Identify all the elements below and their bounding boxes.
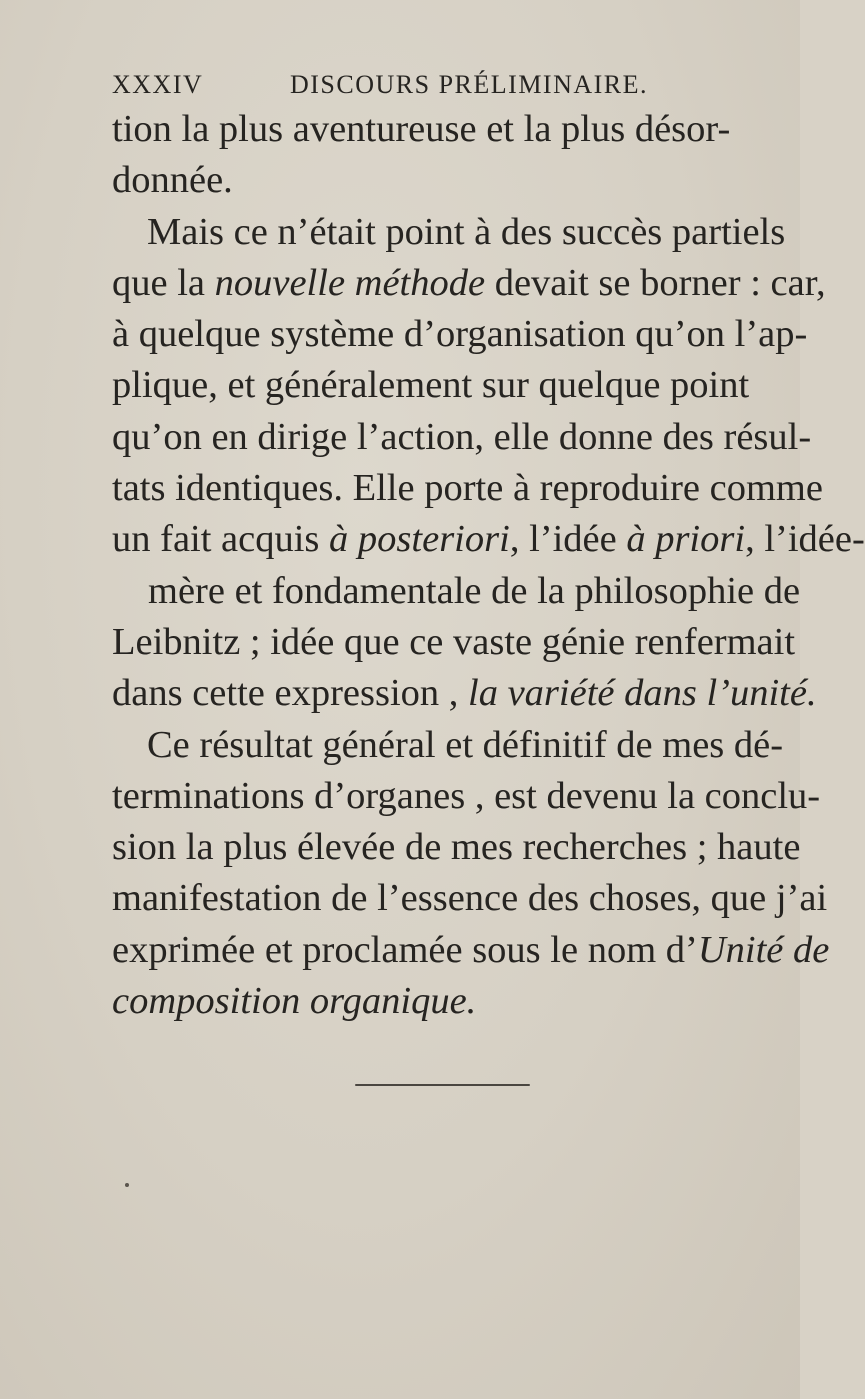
text-run: qu’on en dirige l’action, elle donne des résul- bbox=[112, 415, 812, 458]
italic-run: composition organique. bbox=[112, 980, 477, 1023]
text-run: Leibnitz ; idée que ce vaste génie renfermait bbox=[112, 620, 796, 663]
text-run: tats identiques. Elle porte à reproduire comme bbox=[112, 467, 823, 510]
text-line-15 bbox=[112, 822, 801, 873]
text-run: Ce résultat général et définitif de mes dé- bbox=[147, 723, 784, 766]
italic-run: à priori bbox=[626, 518, 746, 561]
text-run: sion la plus élevée de mes recherches ; haute bbox=[112, 826, 801, 869]
text-line-11 bbox=[112, 617, 796, 668]
text-line-3 bbox=[112, 207, 786, 258]
text-run: terminations d’organes , est devenu la conclu- bbox=[112, 774, 821, 817]
text-line-18 bbox=[112, 976, 722, 1027]
body-text bbox=[112, 104, 865, 1027]
italic-run: la variété dans l’unité. bbox=[468, 672, 817, 715]
italic-run: Unité de bbox=[697, 928, 830, 971]
text-run: , l’idée bbox=[509, 518, 627, 561]
text-run: mère et fondamentale de la philosophie de bbox=[148, 569, 801, 612]
text-line-12 bbox=[112, 668, 817, 719]
text-line-9 bbox=[112, 514, 865, 565]
text-line-14 bbox=[112, 771, 821, 822]
text-run: devait se borner : car, bbox=[485, 261, 826, 304]
text-run: tion la plus aventureuse et la plus désor- bbox=[112, 108, 731, 150]
text-line-7 bbox=[112, 412, 812, 463]
text-run: , l’idée- bbox=[745, 518, 865, 561]
text-line-16 bbox=[112, 873, 828, 924]
text-run: que la bbox=[112, 261, 215, 304]
end-rule bbox=[355, 1084, 530, 1086]
text-line-8 bbox=[112, 463, 823, 514]
paper-speck bbox=[125, 1183, 129, 1187]
text-line-6 bbox=[112, 360, 750, 411]
running-title: DISCOURS PRÉLIMINAIRE. bbox=[290, 70, 649, 99]
text-run: exprimée et proclamée sous le nom d’ bbox=[112, 928, 698, 971]
page-number: XXXIV bbox=[112, 70, 204, 99]
italic-run: à posteriori bbox=[329, 518, 510, 561]
text-run: donnée. bbox=[112, 159, 233, 202]
text-run: manifestation de l’essence des choses, que j’ai bbox=[112, 877, 828, 920]
text-line-10 bbox=[112, 566, 801, 617]
text-line-17 bbox=[112, 925, 830, 976]
text-run: Mais ce n’était point à des succès partiels bbox=[147, 210, 786, 253]
text-line-1 bbox=[112, 104, 731, 155]
italic-run: nouvelle méthode bbox=[214, 261, 486, 304]
text-line-4 bbox=[112, 258, 826, 309]
text-run: plique, et généralement sur quelque point bbox=[112, 364, 750, 407]
text-line-5 bbox=[112, 309, 808, 360]
text-run: un fait acquis bbox=[112, 518, 330, 561]
text-line-2 bbox=[112, 155, 722, 206]
text-line-13 bbox=[112, 720, 784, 771]
text-run: dans cette expression , bbox=[112, 672, 469, 715]
text-run: à quelque système d’organisation qu’on l’ap- bbox=[112, 313, 808, 356]
